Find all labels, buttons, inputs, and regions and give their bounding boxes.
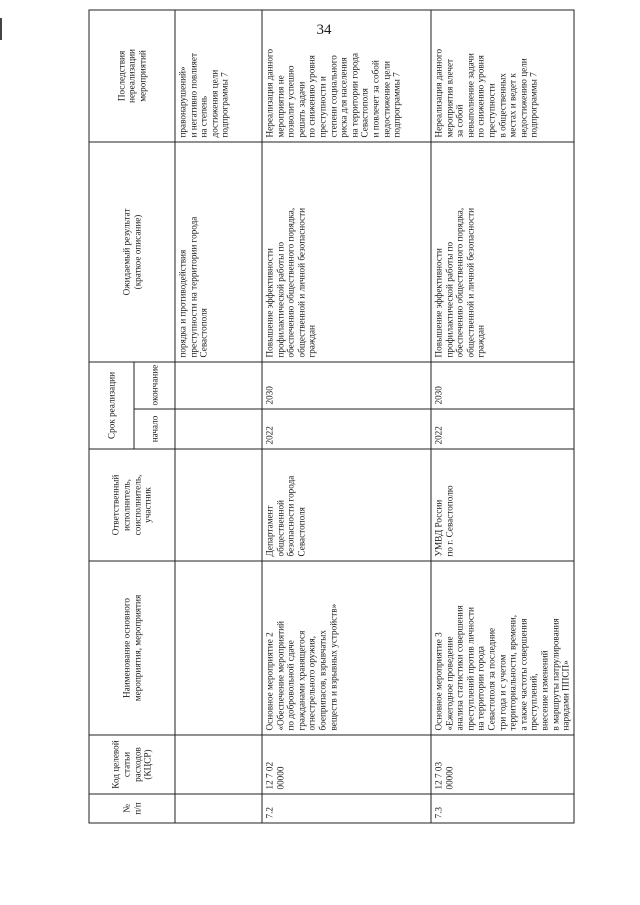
table-header-row [89,10,134,823]
cell-start [175,409,262,449]
cell-code: 12 7 02 00000 [262,735,431,794]
cell-end [175,362,262,409]
table-row [262,10,431,823]
cell-num: 7.3 [431,794,574,823]
header-result: Ожидаемый результат (краткое описание) [89,142,175,362]
cell-end: 2030 [431,362,574,409]
measures-table [89,9,575,823]
cell-result: Повышение эффективности профилактической работы по обеспечению общественного порядка, общественной и личной безопасности граждан [431,142,574,362]
header-start: начало [134,409,175,449]
cell-executor [175,449,262,561]
cell-num: 7.2 [262,794,431,823]
cell-name [175,561,262,735]
cell-name: Основное мероприятие 3 «Ежегодное проведение анализа статистики совершения преступлений против личности на территории города Севастополя за последние три года и с учетом территориальности, времени, а также частоты совершения преступлений, внесение изменений в маршруты патрулирования нарядами ППСП» [431,561,574,735]
cell-executor: УМВД России по г. Севастополю [431,449,574,561]
cell-result: порядка и противодействия преступности на территории города Севастополя [175,142,262,362]
cell-result: Повышение эффективности профилактической работы по обеспечению общественного порядка, общественной и личной безопасности граждан [262,142,431,362]
cell-consequence: правонарушений» и негативно повлияет на степень достижения цели подпрограммы 7 [175,10,262,142]
cell-code [175,735,262,794]
cell-executor: Департамент общественной безопасности города Севастополя [262,449,431,561]
cell-name: Основное мероприятие 2 «Обеспечение мероприятий по добровольной сдаче гражданами хранящегося огнестрельного оружия, боеприпасов, взрывчатых веществ и взрывных устройств» [262,561,431,735]
header-end: окончание [134,362,175,409]
table-row [431,10,574,823]
cell-consequence: Нереализация данного мероприятия влечет за собой невыполнение задачи по снижению уровня преступности в общественных местах и ведет к недостижению цели подпрограммы 7 [431,10,574,142]
header-code: Код целевой статьи расходов (КЦСР) [89,735,175,794]
header-period: Срок реализации [89,362,134,449]
header-executor: Ответственный исполнитель, соисполнитель, участник [89,449,175,561]
header-name: Наименование основного мероприятия, мероприятия [89,561,175,735]
cell-code: 12 7 03 00000 [431,735,574,794]
cell-start: 2022 [431,409,574,449]
table-row [175,10,262,823]
header-num: № п/п [89,794,175,823]
cell-end: 2030 [262,362,431,409]
page-number: 34 [316,22,332,38]
cell-consequence: Нереализация данного мероприятия не позволит успешно решать задачи по снижению уровня преступности и степени социального риска для населения на территории города Севастополя и повлечет за собой недостижение цели подпрограммы 7 [262,10,431,142]
scan-edge-mark [0,18,2,40]
rotated-table-container [89,11,571,824]
header-consequence: Последствия нереализации мероприятий [89,10,175,142]
cell-num [175,794,262,823]
cell-start: 2022 [262,409,431,449]
